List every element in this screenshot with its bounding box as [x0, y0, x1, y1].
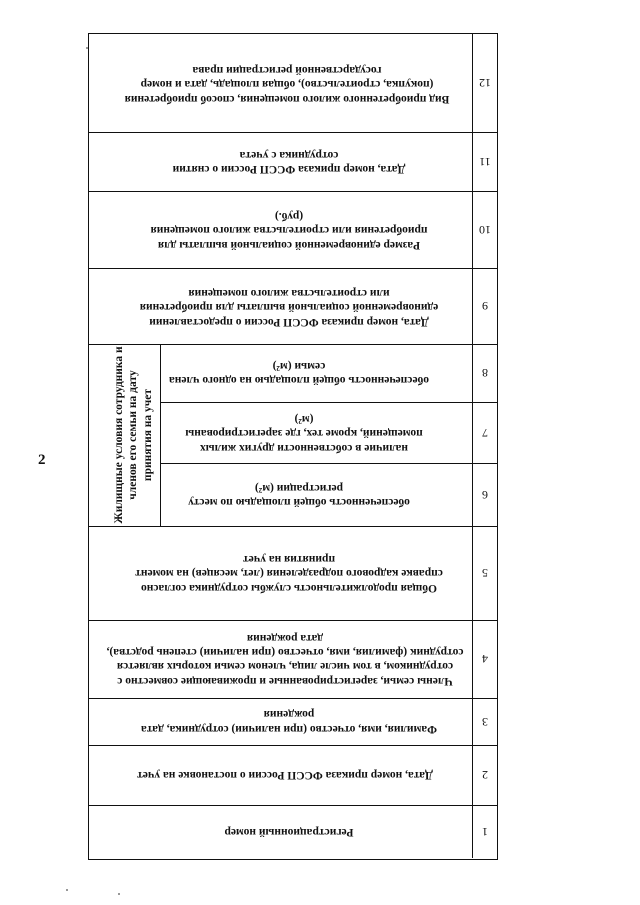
column-1-header: Регистрационный номер [224, 826, 354, 839]
column-12-number: 12 [479, 76, 491, 91]
column-5-number: 5 [482, 566, 488, 581]
column-5-header: Общая продолжительность службы сотрудника согласно справке кадрового подразделения (лет, месяцев) на момент принятия на учет [135, 552, 443, 594]
column-2-header: Дата, номер приказа ФССП России о постановке на учет [137, 769, 433, 782]
column-7-header: наличие в собственности других жилых помещений, кроме тех, где зарегистрированы (м²) [185, 412, 423, 454]
column-11-number: 11 [479, 155, 491, 169]
column-9-number: 9 [482, 299, 488, 314]
column-6-number: 6 [482, 488, 488, 502]
row-divider [160, 402, 497, 403]
group-header: Жилищные условия сотрудника и членов его семьи на дату принятия на учет [113, 346, 154, 524]
column-10-number: 10 [479, 223, 491, 237]
row-divider [89, 191, 497, 192]
column-1-number: 1 [482, 825, 488, 839]
column-11-header: Дата, номер приказа ФССП России о снятии сотрудника с учета [172, 149, 406, 176]
row-divider [89, 698, 497, 699]
scan-speck [86, 47, 88, 49]
column-8-number: 8 [482, 366, 488, 381]
row-divider [89, 745, 497, 746]
row-divider [89, 132, 497, 133]
column-4-number: 4 [482, 652, 488, 667]
row-divider [89, 268, 497, 269]
row-divider [89, 620, 497, 621]
column-12-header: Вид приобретенного жилого помещения, способ приобретения (покупка, строительство), общая площадь, дата и номер государственной регистрации права [124, 63, 450, 105]
scan-speck [66, 889, 68, 891]
row-divider [160, 463, 497, 464]
column-7-number: 7 [482, 426, 488, 440]
scan-speck [118, 893, 120, 895]
column-6-header: обеспеченность общей площадью по месту регистрации (м²) [188, 482, 410, 509]
registration-table [88, 33, 498, 860]
row-divider [89, 526, 497, 527]
page-number: 2 [38, 452, 46, 468]
column-2-number: 2 [482, 768, 488, 783]
column-9-header: Дата, номер приказа ФССП России о предоставлении единовременной социальной выплаты для приобретения или строительства жилого помещения [139, 286, 439, 328]
group-divider [160, 344, 161, 526]
column-10-header: Размер единовременной социальной выплаты для приобретения или строительства жилого помещения (руб.) [150, 209, 428, 251]
row-divider [89, 344, 497, 345]
column-8-header: обеспеченность общей площадью на одного члена семьи (м²) [169, 360, 429, 387]
column-4-header: Члены семьи, зарегистрированные и проживающие совместно с сотрудником, в том числе лица, членом семьи которых является сотрудник (фамилия, имя, отчество (при наличии) степень родства), дата рождения [106, 631, 464, 687]
row-divider [89, 805, 497, 806]
column-3-header: Фамилия, имя, отчество (при наличии) сотрудника, дата рождения [141, 708, 437, 735]
column-3-number: 3 [482, 715, 488, 729]
